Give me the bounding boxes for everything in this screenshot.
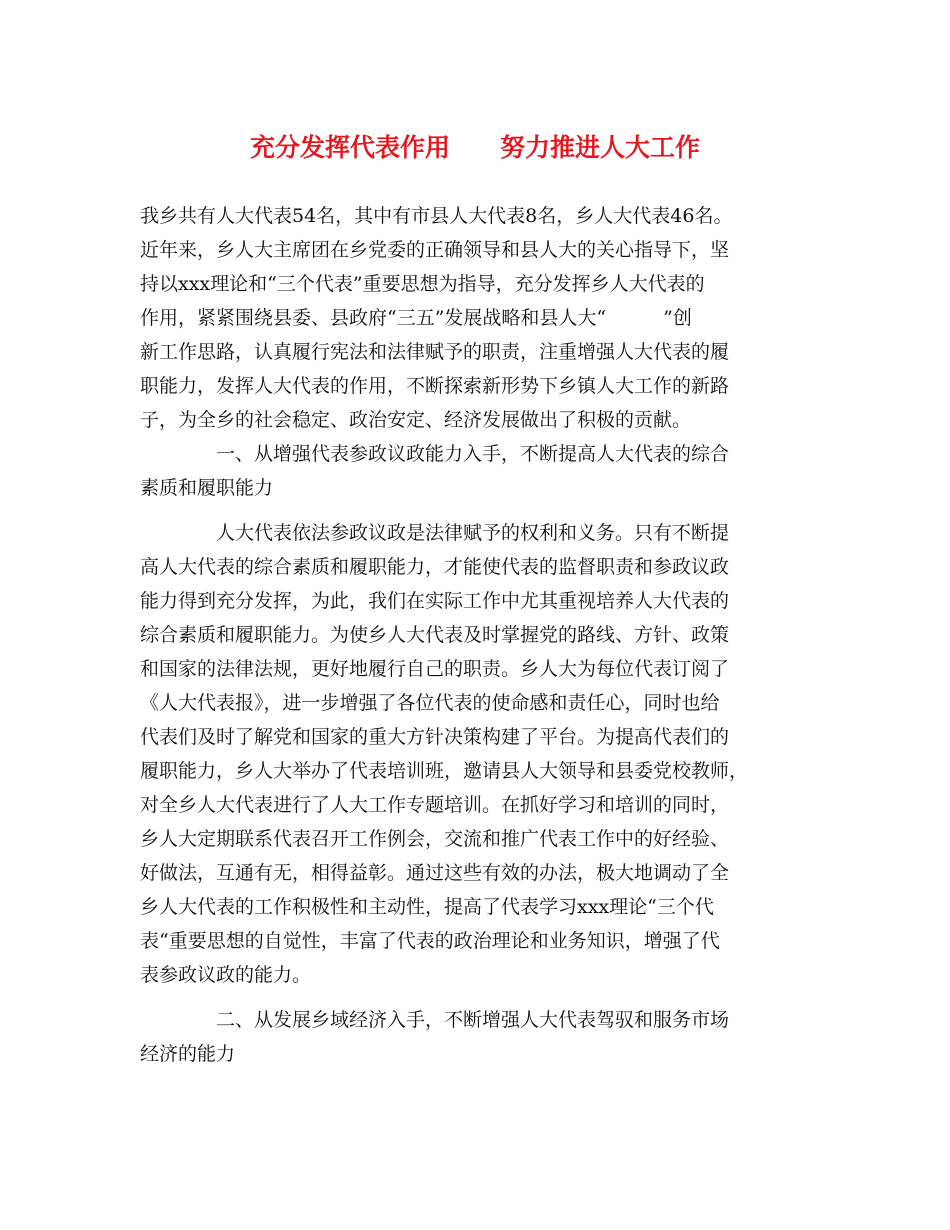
text-line: 表“重要思想的自觉性，丰富了代表的政治理论和业务知识，增强了代 bbox=[140, 930, 720, 952]
text-line: 乡人大代表的工作积极性和主动性，提高了代表学习xxx理论“三个代 bbox=[140, 896, 714, 918]
section-1-paragraph bbox=[140, 516, 820, 992]
text-line: 综合素质和履职能力。为使乡人大代表及时掌握党的路线、方针、政策 bbox=[140, 624, 730, 646]
section-heading-2 bbox=[140, 1003, 820, 1071]
text-line: 经济的能力 bbox=[140, 1043, 236, 1065]
text-line: 好做法，互通有无，相得益彰。通过这些有效的办法，极大地调动了全 bbox=[140, 862, 730, 884]
text-line: 对全乡人大代表进行了人大工作专题培训。在抓好学习和培训的同时， bbox=[140, 794, 730, 816]
intro-paragraph bbox=[140, 199, 820, 437]
text-line: 作用，紧紧围绕县委、县政府“三五”发展战略和县人大“ ”创 bbox=[140, 307, 692, 329]
section-heading-1 bbox=[140, 437, 820, 505]
text-line: 表参政议政的能力。 bbox=[140, 964, 312, 986]
text-line: 子，为全乡的社会稳定、政治安定、经济发展做出了积极的贡献。 bbox=[140, 409, 692, 431]
text-line: 人大代表依法参政议政是法律赋予的权利和义务。只有不断提 bbox=[216, 522, 730, 544]
text-line: 和国家的法律法规，更好地履行自己的职责。乡人大为每位代表订阅了 bbox=[140, 658, 730, 680]
text-line: 二、从发展乡域经济入手，不断增强人大代表驾驭和服务市场 bbox=[216, 1009, 730, 1031]
text-line: 我乡共有人大代表54名，其中有市县人大代表8名，乡人大代表46名。 bbox=[140, 205, 733, 227]
text-line: 高人大代表的综合素质和履职能力，才能使代表的监督职责和参政议政 bbox=[140, 556, 730, 578]
text-line: 履职能力，乡人大举办了代表培训班，邀请县人大领导和县委党校教师， bbox=[140, 760, 749, 782]
document-body bbox=[140, 199, 820, 1071]
text-line: 乡人大定期联系代表召开工作例会，交流和推广代表工作中的好经验、 bbox=[140, 828, 730, 850]
document-title: 充分发挥代表作用 努力推进人大工作 bbox=[249, 133, 700, 162]
text-line: 一、从增强代表参政议政能力入手，不断提高人大代表的综合 bbox=[216, 443, 730, 465]
text-line: 近年来，乡人大主席团在乡党委的正确领导和县人大的关心指导下，坚 bbox=[140, 239, 730, 261]
text-line: 持以xxx理论和“三个代表”重要思想为指导，充分发挥乡人大代表的 bbox=[140, 273, 705, 295]
text-line: 代表们及时了解党和国家的重大方针决策构建了平台。为提高代表们的 bbox=[140, 726, 730, 748]
text-line: 《人大代表报》，进一步增强了各位代表的使命感和责任心，同时也给 bbox=[140, 692, 720, 714]
text-line: 素质和履职能力 bbox=[140, 477, 274, 499]
text-line: 新工作思路，认真履行宪法和法律赋予的职责，注重增强人大代表的履 bbox=[140, 341, 730, 363]
text-line: 能力得到充分发挥，为此，我们在实际工作中尤其重视培养人大代表的 bbox=[140, 590, 730, 612]
text-line: 职能力，发挥人大代表的作用，不断探索新形势下乡镇人大工作的新路 bbox=[140, 375, 730, 397]
